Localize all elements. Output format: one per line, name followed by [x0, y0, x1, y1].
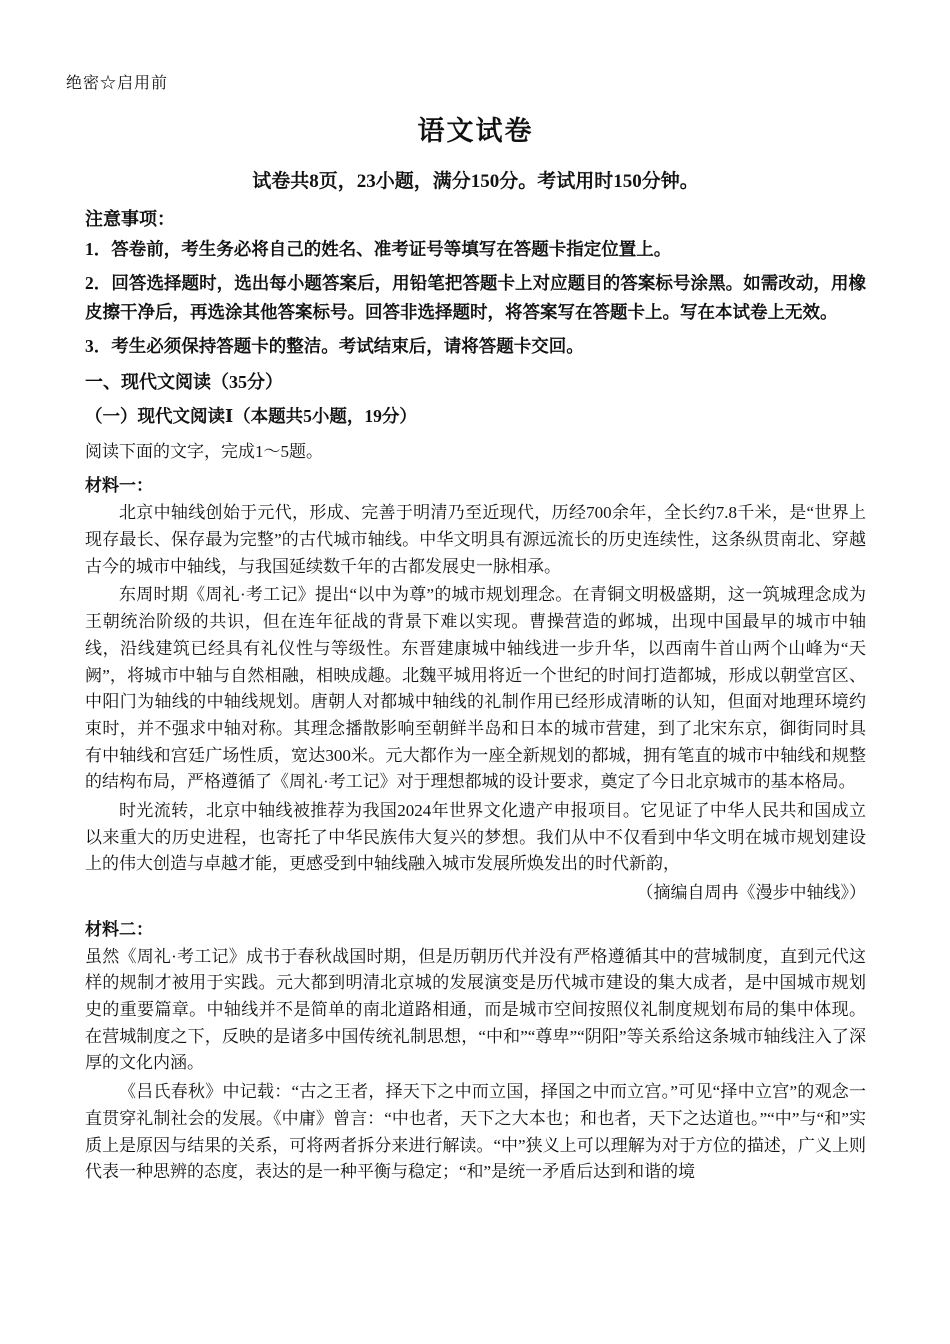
- material-one-paragraph-2: 东周时期《周礼·考工记》提出“以中为尊”的城市规划理念。在青铜文明极盛期，这一筑城理念成为王朝统治阶级的共识，但在连年征战的背景下难以实现。曹操营造的邺城，出现中国最早的城市中轴线，沿线建筑已经具有礼仪性与等级性。东晋建康城中轴线进一步升华，以西南牛首山两个山峰为“天阙”，将城市中轴与自然相融，相映成趣。北魏平城用将近一个世纪的时间打造都城，形成以朝堂宫区、中阳门为轴线的中轴线规划。唐朝人对都城中轴线的礼制作用已经形成清晰的认知，但面对地理环境约束时，并不强求中轴对称。其理念播散影响至朝鲜半岛和日本的城市营建，到了北宋东京，御街同时具有中轴线和宫廷广场性质，宽达300米。元大都作为一座全新规划的都城，拥有笔直的城市中轴线和规整的结构布局，严格遵循了《周礼·考工记》对于理想都城的设计要求，奠定了今日北京城市的基本格局。: [85, 585, 866, 792]
- exam-info-line: 试卷共8页，23小题，满分150分。考试用时150分钟。: [252, 171, 699, 192]
- material-one-source: （摘编自周冉《漫步中轴线》）: [636, 883, 866, 902]
- notice-item-3: 3．考生必须保持答题卡的整洁。考试结束后，请将答题卡交回。: [85, 336, 584, 357]
- section-heading-modern-reading: 一、现代文阅读（35分）: [85, 372, 283, 393]
- notice-item-2: 2．回答选择题时，选出每小题答案后，用铅笔把答题卡上对应题目的答案标号涂黑。如需改动，用橡皮擦干净后，再选涂其他答案标号。回答非选择题时，将答案写在答题卡上。写在本试卷上无效。: [85, 273, 866, 322]
- material-two-paragraph-1: 虽然《周礼·考工记》成书于春秋战国时期，但是历朝历代并没有严格遵循其中的营城制度，直到元代这样的规制才被用于实践。元大都到明清北京城的发展演变是历代城市建设的集大成者，是中国城市规划史的重要篇章。中轴线并不是简单的南北道路相通，而是城市空间按照仪礼制度规划布局的集中体现。在营城制度之下，反映的是诸多中国传统礼制思想，“中和”“尊卑”“阴阳”等关系给这条城市轴线注入了深厚的文化内涵。: [85, 946, 866, 1073]
- material-one-paragraph-1: 北京中轴线创始于元代，形成、完善于明清乃至近现代，历经700余年，全长约7.8千米，是“世界上现存最长、保存最为完整”的古代城市轴线。中华文明具有源远流长的历史连续性，这条纵贯南北、穿越古今的城市中轴线，与我国延续数千年的古都发展史一脉相承。: [85, 503, 866, 576]
- material-two-label: 材料二：: [85, 919, 153, 939]
- material-two-paragraph-2: 《吕氏春秋》中记载：“古之王者，择天下之中而立国，择国之中而立宫。”可见“择中立宫”的观念一直贯穿礼制社会的发展。《中庸》曾言：“中也者，天下之大本也；和也者，天下之达道也。”“中”与“和”实质上是原因与结果的关系，可将两者拆分来进行解读。“中”狭义上可以理解为对于方位的描述，广义上则代表一种思辨的态度，表达的是一种平衡与稳定；“和”是统一矛盾后达到和谐的境: [85, 1082, 866, 1182]
- notices-heading: 注意事项：: [85, 209, 175, 229]
- material-one-label: 材料一：: [85, 476, 153, 496]
- subsection-heading: （一）现代文阅读Ⅰ（本题共5小题，19分）: [85, 406, 417, 427]
- material-one-paragraph-3: 时光流转，北京中轴线被推荐为我国2024年世界文化遗产申报项目。它见证了中华人民共和国成立以来重大的历史进程，也寄托了中华民族伟大复兴的梦想。我们从中不仅看到中华文明在城市规划建设上的伟大创造与卓越才能，更感受到中轴线融入城市发展所焕发出的时代新韵，: [85, 800, 866, 874]
- page-title: 语文试卷: [417, 116, 534, 146]
- reading-instruction: 阅读下面的文字，完成1～5题。: [85, 442, 323, 462]
- notice-item-1: 1．答卷前，考生务必将自己的姓名、准考证号等填写在答题卡指定位置上。: [85, 239, 672, 259]
- classification-label: 绝密☆启用前: [66, 75, 169, 92]
